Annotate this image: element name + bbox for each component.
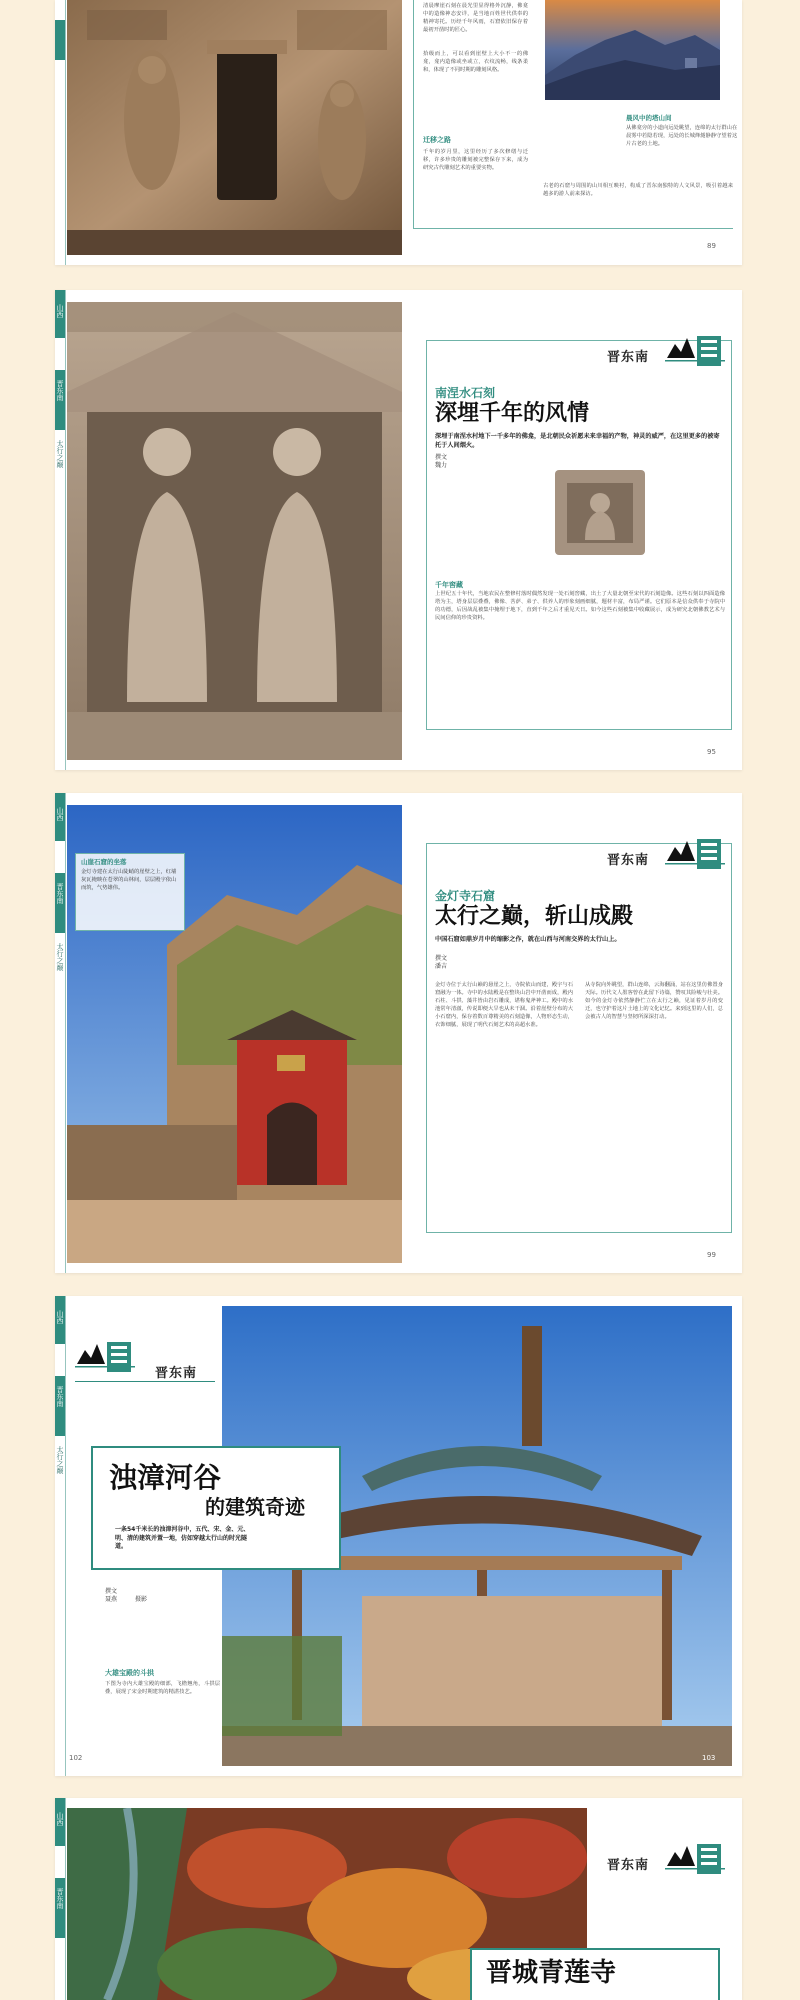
side-strip <box>55 0 67 265</box>
article-body-text: 上世纪五十年代，当地农民在整修村落时偶然发现一处石刻窖藏，出土了大量北朝至宋代的石刻造像。这些石刻以四面造像塔为主，塔身层层叠叠，佛像、菩萨、弟子、供养人的形象刻画细腻，题材丰富，布局严谨。它们原本是信众供奉于寺院中的功德，后因战乱被集中掩埋于地下，直到千年之后才重见天日。如今这些石刻被集中收藏展示，成为研究北朝佛教艺术与民间信仰的珍贵资料。 <box>435 591 725 621</box>
side-label-theme: 太行之巅 <box>56 943 64 971</box>
caption-text: 下图为寺内大雄宝殿的细部，飞檐翘角，斗拱层叠，展现了宋金时期建筑的精湛技艺。 <box>105 1681 220 1695</box>
region-label: 晋东南 <box>155 1366 198 1381</box>
caption-box <box>625 112 740 180</box>
region-label: 晋东南 <box>607 350 650 365</box>
article-deck: 一条54千米长的浊漳河谷中，五代、宋、金、元、明、清的建筑并置一地，仿如穿越太行山的时光隧道。 <box>115 1526 250 1550</box>
caption-title: 晨风中的塔山间 <box>626 114 672 122</box>
byline-name: 魏力 <box>435 462 448 469</box>
headline-line2: 的建筑奇迹 <box>205 1495 305 1519</box>
byline-photo: 摄影 <box>135 1596 148 1603</box>
body-text-a: 清晨摩崖石刻在晨光里显得格外沉静，佛龛中的造像神态安详，是当地百姓世代供奉的精神寄托。历经千年风雨，石窟依旧保存着最初开凿时的匠心。 <box>423 3 528 33</box>
region-label: 晋东南 <box>607 853 650 868</box>
divider-line <box>75 1381 215 1382</box>
side-strip <box>55 290 67 770</box>
magazine-logo-icon <box>75 1336 135 1376</box>
body-text-b: 拾级而上，可以看到崖壁上大小不一的佛龛，龛内造像或坐或立，衣纹流畅，线条柔和，体现了不同时期的雕刻风格。 <box>423 51 528 73</box>
magazine-logo-icon <box>665 833 725 873</box>
headline-box <box>470 1948 720 2000</box>
magazine-spread-5 <box>55 1798 742 2000</box>
article-body-left: 金灯寺位于太行山巅的悬崖之上，寺院依山而建，殿宇与石窟融为一体。寺中的水陆殿是在整块山岩中开凿而成，殿内石柱、斗拱、藻井皆由岩石雕成，堪称鬼斧神工。殿中的水池常年清澈，传说即便大旱也从未干涸。沿着崖壁分布的大小石窟内，保存着数百尊精美的石刻造像，人物形态生动，衣饰细腻，展现了明代石刻艺术的高超水准。 <box>435 982 573 1028</box>
byline-name: 聂燕 <box>105 1596 118 1603</box>
side-strip <box>55 1296 67 1776</box>
article-kicker: 金灯寺石窟 <box>435 889 496 903</box>
body-text-c: 千年的岁月里，这里经历了多次修缮与迁移，许多珍贵的雕刻被完整保存下来，成为研究古代雕刻艺术的重要实物。 <box>423 149 528 171</box>
caption-text: 从佛龛旁的小道向远处眺望，连绵的太行群山在晨雾中若隐若现，远处的长城烽燧静静守望着这片古老的土地。 <box>626 125 738 147</box>
magazine-logo-icon <box>665 1838 725 1878</box>
inner-caption-title: 千年窖藏 <box>435 581 463 589</box>
caption-title: 大雄宝殿的斗拱 <box>105 1669 154 1677</box>
side-label-section: 山西 <box>56 1812 64 1826</box>
article-deck: 中国石窟如鼎岁月中的缩影之作，就在山西与河南交界的太行山上。 <box>435 936 621 943</box>
magazine-spread-2 <box>55 290 742 770</box>
page-number: 95 <box>707 748 716 756</box>
photo-mountain-great-wall <box>545 0 720 100</box>
photo-caption-title: 山崖石窟的坐落 <box>81 858 127 866</box>
side-label-section: 山西 <box>56 807 64 821</box>
divider-line <box>413 0 414 228</box>
side-label-region: 晋东南 <box>56 883 64 904</box>
page-number: 99 <box>707 1251 716 1259</box>
article-headline: 深埋千年的风情 <box>435 401 590 426</box>
photo-caption-box <box>75 853 185 931</box>
article-headline: 晋城青莲寺 <box>486 1958 617 1988</box>
side-label-region: 晋东南 <box>56 1888 64 1909</box>
article-kicker: 南涅水石刻 <box>435 386 496 400</box>
photo-buddha-relief <box>67 302 402 760</box>
byline-label: 撰文 <box>435 955 448 962</box>
section-heading: 迁移之路 <box>423 136 451 144</box>
byline-name: 潘吉 <box>435 963 448 970</box>
byline-label: 撰文 <box>105 1588 118 1595</box>
page-number: 89 <box>707 242 716 250</box>
side-label-theme: 太行之巅 <box>56 440 64 468</box>
photo-cave-shrine <box>67 0 402 255</box>
article-headline: 太行之巅，斩山成殿 <box>435 904 634 929</box>
byline-label: 撰文 <box>435 454 448 461</box>
article-body-right: 从寺院向外眺望，群山连绵，云海翻涌，站在这里仿佛置身天际。历代文人墨客曾在此留下诗篇，赞叹其险峻与壮美。如今的金灯寺依然静静伫立在太行之巅，见证着岁月的变迁，也守护着这片土地上的文化记忆。来到这里的人们，总会被古人的智慧与坚韧所深深打动。 <box>585 982 723 1020</box>
side-label-region: 晋东南 <box>56 1386 64 1407</box>
side-strip <box>55 793 67 1273</box>
magazine-spread-4 <box>55 1296 742 1776</box>
side-label-region: 晋东南 <box>56 380 64 401</box>
body-text-d: 古老的石窟与周围的山川相互映衬，构成了晋东南独特的人文风景，吸引着越来越多的游人前来探访。 <box>543 183 733 197</box>
photo-caption-text: 金灯寺建在太行山陡峭的崖壁之上，红墙灰瓦掩映在苍翠的山林间，层层殿宇依山而筑，气势雄伟。 <box>81 869 177 891</box>
side-label-section: 山西 <box>56 1310 64 1324</box>
magazine-logo-icon <box>665 330 725 370</box>
divider-line <box>413 228 733 229</box>
headline-line1: 浊漳河谷 <box>109 1461 222 1494</box>
page-number-right: 103 <box>702 1754 716 1762</box>
article-deck: 深埋于南涅水村地下一千多年的佛龛，是北朝民众祈愿未来幸福的产物，神灵的威严，在这里更多的被寄托于人间烟火。 <box>435 433 720 449</box>
photo-stele-carving <box>545 465 655 560</box>
page-number-left: 102 <box>69 1754 83 1762</box>
magazine-spread-1 <box>55 0 742 265</box>
side-label-section: 山西 <box>56 304 64 318</box>
side-label-theme: 太行之巅 <box>56 1446 64 1474</box>
magazine-spread-3 <box>55 793 742 1273</box>
region-label: 晋东南 <box>607 1858 650 1873</box>
